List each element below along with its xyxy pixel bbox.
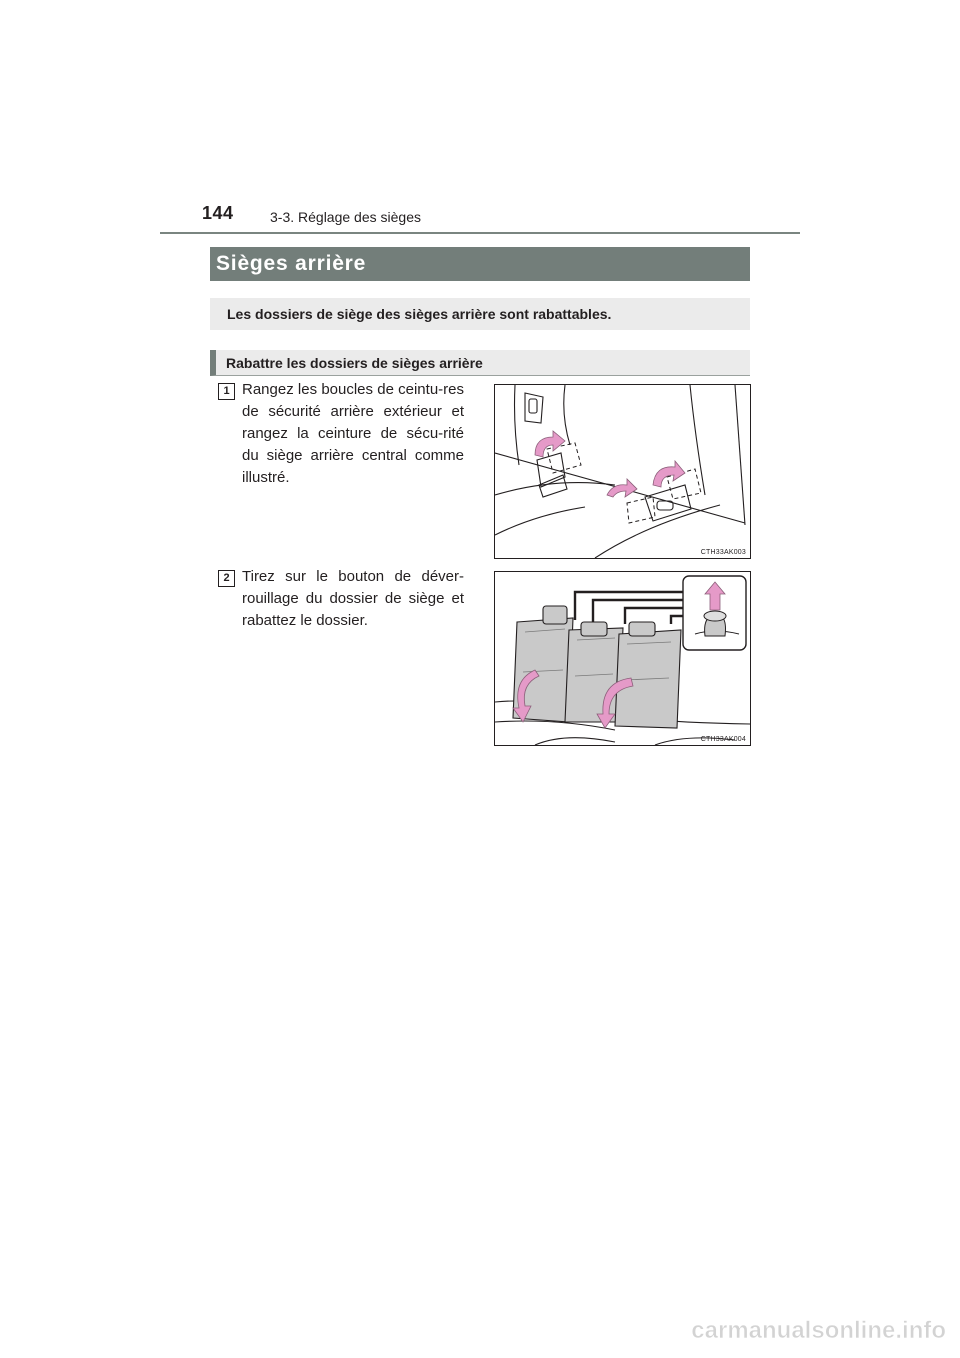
seat-fold-illustration — [495, 572, 750, 745]
chapter-title: 3-3. Réglage des sièges — [270, 209, 421, 225]
seatbelt-storage-figure — [494, 384, 751, 559]
step-2-text: Tirez sur le bouton de déver-rouillage du dossier de siège et rabattez le dossier. — [242, 568, 464, 629]
step-2-badge: 2 — [218, 570, 235, 587]
svg-text:carmanualsonline.info: carmanualsonline.info — [691, 1317, 946, 1344]
section-title: Sièges arrière — [210, 247, 750, 281]
page-number: 144 — [202, 203, 234, 223]
step-1-text: Rangez les boucles de ceintu-res de sécurité arrière extérieur et rangez la ceinture de sécu-rité du siège arrière central comme illustré. — [242, 381, 464, 486]
seat-fold-figure — [494, 571, 751, 746]
intro-text: Les dossiers de siège des sièges arrière sont rabattables. — [210, 298, 750, 330]
subsection-title: Rabattre les dossiers de sièges arrière — [210, 350, 750, 376]
header-divider — [160, 232, 800, 234]
seatbelt-storage-illustration — [495, 385, 750, 558]
step-1-badge: 1 — [218, 383, 235, 400]
figure-code-2: CTH33AK004 — [700, 736, 746, 743]
watermark-logo — [678, 1308, 948, 1348]
figure-code-1: CTH33AK003 — [700, 549, 746, 556]
